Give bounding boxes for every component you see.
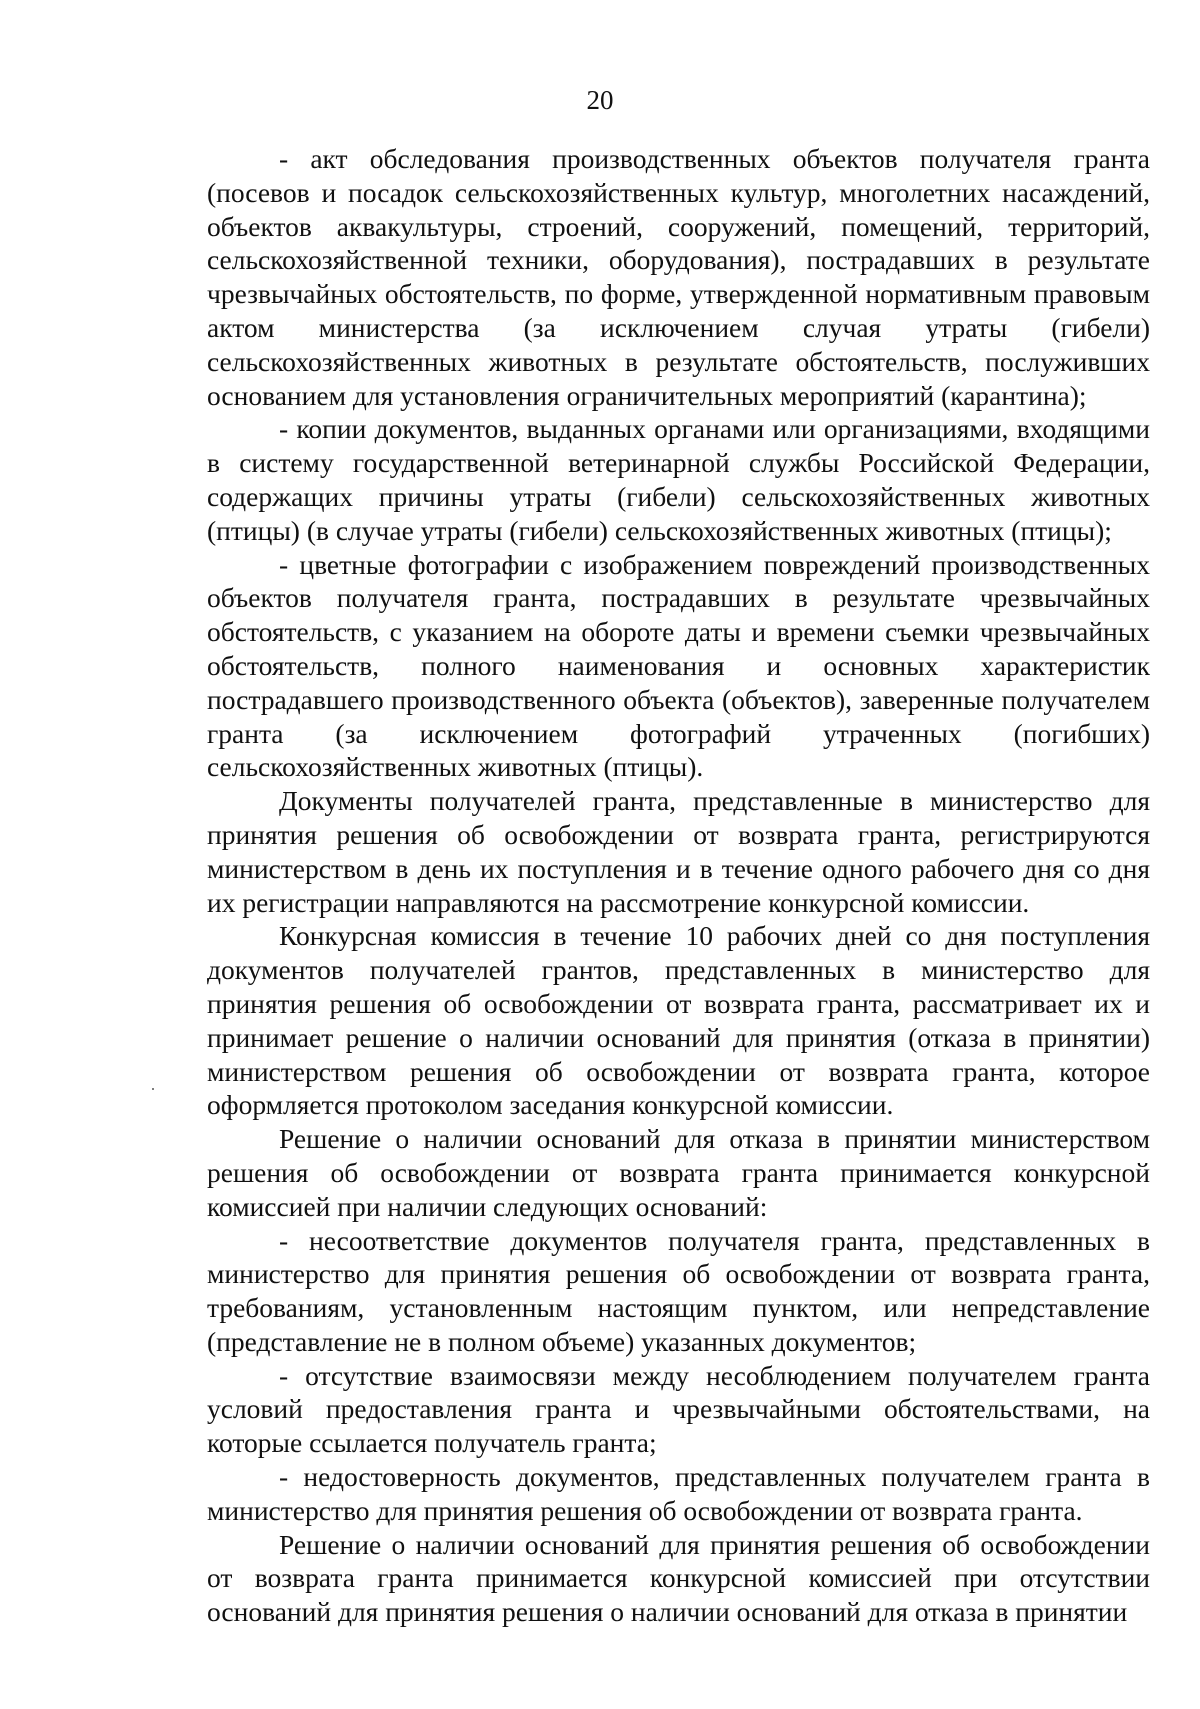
margin-mark (152, 1088, 154, 1090)
paragraph-veterinary-documents: - копии документов, выданных органами или организациями, входящими в систему государственной ветеринарной службы Российской Федерации, содержащих причины утраты (гибели) сельскохозяйственных животных (птицы) (в случае утраты (гибели) сельскохозяйственных животных (птицы); (207, 413, 1150, 546)
paragraph-ground-no-relation: - отсутствие взаимосвязи между несоблюдением получателем гранта условий предоставления гранта и чрезвычайными обстоятельствами, на которые ссылается получатель гранта; (207, 1359, 1150, 1459)
paragraph-documents-registration: Документы получателей гранта, представленные в министерство для принятия решения об освобождении от возврата гранта, регистрируются министерством в день их поступления и в течение одного рабочего дня со дня их регистрации направляются на рассмотрение конкурсной комиссии. (207, 785, 1150, 918)
paragraph-acceptance-grounds: Решение о наличии оснований для принятия решения об освобождении от возврата гранта принимается конкурсной комиссией при отсутствии оснований для принятия решения о наличии оснований для отказа в принятии (207, 1528, 1150, 1628)
paragraph-survey-act: - акт обследования производственных объектов получателя гранта (посевов и посадок сельскохозяйственных культур, многолетних насаждений, объектов аквакультуры, строений, сооружений, помещений, территорий, сельскохозяйственной техники, оборудования), пострадавших в результате чрезвычайных обстоятельств, по форме, утвержденной нормативным правовым актом министерства (за исключением случая утраты (гибели) сельскохозяйственных животных в результате обстоятельств, послуживших основанием для установления ограничительных мероприятий (карантина); (207, 143, 1150, 411)
page-number: 20 (586, 85, 614, 115)
document-body (207, 142, 1150, 1629)
paragraph-color-photos: - цветные фотографии с изображением повреждений производственных объектов получателя гранта, пострадавших в результате чрезвычайных обстоятельств, с указанием на обороте даты и времени съемки чрезвычайных обстоятельств, полного наименования и основных характеристик пострадавшего производственного объекта (объектов), заверенные получателем гранта (за исключением фотографий утраченных (погибших) сельскохозяйственных животных (птицы). (207, 548, 1150, 783)
paragraph-refusal-grounds-intro: Решение о наличии оснований для отказа в принятии министерством решения об освобождении от возврата гранта принимается конкурсной комиссией при наличии следующих оснований: (207, 1123, 1150, 1222)
paragraph-ground-nonconformity: - несоответствие документов получателя гранта, представленных в министерство для принятия решения об освобождении от возврата гранта, требованиям, установленным настоящим пунктом, или непредставление (представление не в полном объеме) указанных документов; (207, 1224, 1150, 1357)
paragraph-commission-review: Конкурсная комиссия в течение 10 рабочих дней со дня поступления документов получателей грантов, представленных в министерство для принятия решения об освобождении от возврата гранта, рассматривает их и принимает решение о наличии оснований для принятия (отказа в принятии) министерством решения об освобождении от возврата гранта, которое оформляется протоколом заседания конкурсной комиссии. (207, 920, 1150, 1121)
paragraph-ground-unreliability: - недостоверность документов, представленных получателем гранта в министерство для принятия решения об освобождении от возврата гранта. (207, 1461, 1150, 1526)
